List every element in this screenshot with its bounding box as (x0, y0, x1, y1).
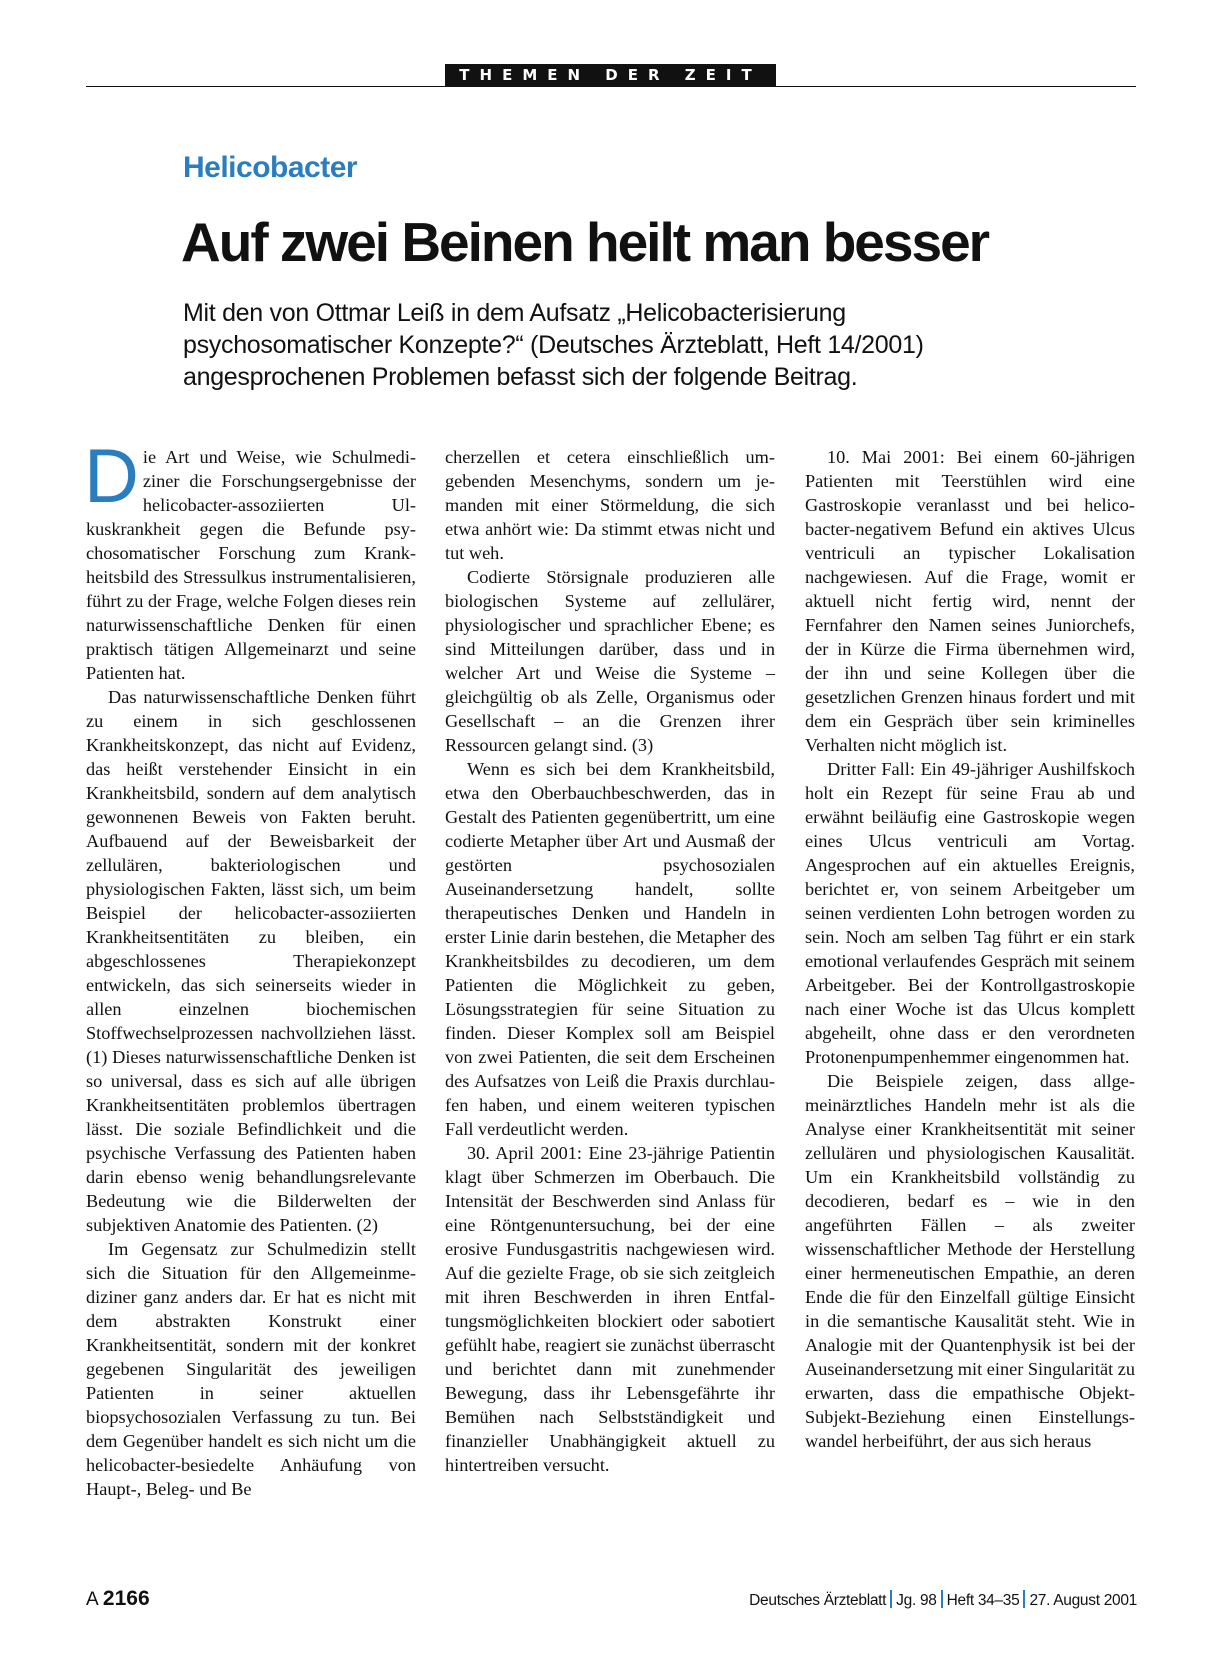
journal-name: Deutsches Ärzteblatt (749, 1592, 887, 1609)
journal-volume: Jg. 98 (896, 1592, 937, 1609)
drop-cap: D (84, 434, 139, 519)
body-paragraph: Die Beispiele zeigen, dass allgemeinärztliches Handeln mehr ist als die Analyse einer Krankheitsentität mit seiner zellulären und physiologischen Kausalität. Um ein Krankheitsbild vollständig zu decodieren, bedarf es – wie in den angeführten Fällen – als zweiter wissenschaftlicher Methode der Herstellung einer hermeneutischen Empathie, an deren Ende die für den Einzelfall gültige Einsicht in die semantische Kausalität steht. Wie in Analogie mit der Quantenphysik ist bei der Auseinandersetzung mit einer Singularität zu erwarten, dass die empathische Objekt-Subjekt-Beziehung einen Einstellungswandel herbeiführt, der aus sich heraus (805, 1071, 1135, 1451)
journal-footer (749, 1590, 1137, 1611)
header-rule (86, 86, 1136, 87)
page-prefix: A (86, 1589, 98, 1610)
body-paragraph: cherzellen et cetera einschließlich umgebenden Mesenchyms, sondern um jemanden mit einer Störmeldung, die sich etwa anhört wie: Da stimmt etwas nicht und tut weh. (445, 447, 775, 563)
lead-line: Mit den von Ottmar Leiß in dem Aufsatz „Helicobacterisierung (183, 299, 846, 327)
body-paragraph: Dritter Fall: Ein 49-jähriger Aushilfskoch holt ein Rezept für seine Frau ab und erwähnt beiläufig eine Gastroskopie wegen eines Ulcus ventriculi am Vortag. Angesprochen auf ein aktuelles Ereignis, berichtet er, von seinem Arbeitgeber um seinen verdienten Lohn betrogen worden zu sein. Noch am selben Tag führt er ein stark emotional verlaufendes Gespräch mit seinem Arbeitgeber. Bei der Kontrollgastroskopie nach einer Woche ist das Ulcus komplett abgeheilt, ohne dass er den verordneten Protonenpumpenhemmer eingenommen hat. (805, 759, 1135, 1067)
lead-line: psychosomatischer Konzepte?“ (Deutsches Ärzteblatt, Heft 14/2001) (183, 331, 924, 359)
body-paragraph: 10. Mai 2001: Bei einem 60-jährigen Patienten mit Teerstühlen wird eine Gastroskopie veranlasst und bei helicobacter-negativem Befund ein aktives Ulcus ventriculi an typischer Lokalisation nachgewiesen. Auf die Frage, womit er aktuell nicht fertig wird, nennt der Fernfahrer den Namen seines Juniorchefs, der in Kürze die Firma übernehmen wird, der ihn und seine Kollegen über die gesetzlichen Grenzen hinaus fordert und mit dem ein Gespräch über sein kriminelles Verhalten nicht möglich ist. (805, 447, 1135, 755)
footer-separator (890, 1590, 892, 1608)
text-column-3 (805, 445, 1135, 1453)
journal-issue: Heft 34–35 (946, 1592, 1020, 1609)
paragraph-text: ie Art und Weise, wie Schulmediziner die Forschungsergebnisse der helicobacter-assoziierten Ulkuskrankheit gegen die Befunde psychosomatischer Forschung zum Krankheitsbild des Stressulkus instrumentalisieren, führt zu der Frage, welche Folgen dieses rein naturwissenschaftliche Denken für einen praktisch tätigen Allgemeinarzt und seine Patienten hat. (86, 447, 416, 683)
article-lead (183, 297, 924, 393)
page-number (86, 1587, 150, 1612)
body-paragraph: Das naturwissenschaftliche Denken führt zu einem in sich geschlossenen Krankheitskonzept, das nicht auf Evidenz, das heißt verstehender Einsicht in ein Krankheitsbild, sondern auf dem analytisch gewonnenen Beweis von Fakten beruht. Aufbauend auf der Beweisbarkeit der zellulären, bakteriologischen und physiologischen Fakten, lässt sich, um beim Beispiel der helicobacter-assoziierten Krankheitsentitäten zu bleiben, ein abgeschlossenes Therapiekonzept entwickeln, das sich seinerseits wieder in allen einzelnen biochemischen Stoffwechselprozessen nachvollziehen lässt. (1) Dieses naturwissenschaftliche Denken ist so universal, dass es sich auf alle übrigen Krankheitsentitäten problemlos übertragen lässt. Die soziale Befindlichkeit und die psychische Verfassung des Patienten haben darin ebenso wenig behandlungsrelevante Bedeutung wie die Bilderwelten der subjektiven Anatomie des Patienten. (2) (86, 687, 416, 1235)
body-paragraph (84, 434, 416, 685)
footer-separator (941, 1590, 943, 1608)
body-paragraph: Wenn es sich bei dem Krankheitsbild, etwa den Oberbauchbeschwerden, das in Gestalt des Patienten gegenübertritt, um eine codierte Metapher über Art und Ausmaß der gestörten psychosozialen Auseinandersetzung handelt, sollte therapeutisches Denken und Handeln in erster Linie darin bestehen, die Metapher des Krankheitsbildes zu decodieren, um dem Patienten die Möglichkeit zu geben, Lösungsstrategien für seine Situation zu finden. Dieser Komplex soll am Beispiel von zwei Patienten, die seit dem Erscheinen des Aufsatzes von Leiß die Praxis durchlaufen haben, und einem weiteren typischen Fall verdeutlicht werden. (445, 759, 775, 1139)
text-column-2 (445, 445, 775, 1477)
page-number-value: 2166 (102, 1587, 150, 1610)
body-paragraph: Codierte Störsignale produzieren alle biologischen Systeme auf zellulärer, physiologischer und sprachlicher Ebene; es sind Mitteilungen darüber, dass und in welcher Art und Weise die Systeme – gleichgültig ob als Zelle, Organismus oder Gesellschaft – an die Grenzen ihrer Ressourcen gelangt sind. (3) (445, 567, 775, 755)
article-title: Auf zwei Beinen heilt man besser (181, 211, 989, 273)
footer-separator (1023, 1590, 1025, 1608)
article-kicker: Helicobacter (183, 151, 358, 184)
body-paragraph: 30. April 2001: Eine 23-jährige Patientin klagt über Schmerzen im Oberbauch. Die Intensität der Beschwerden sind Anlass für eine Röntgenuntersuchung, bei der eine erosive Fundusgastritis nachgewiesen wird. Auf die gezielte Frage, ob sie sich zeitgleich mit ihren Beschwerden in ihren Entfaltungsmöglichkeiten blockiert oder sabotiert gefühlt habe, reagiert sie zunächst überrascht und berichtet dann mit zunehmender Bewegung, dass ihr Lebensgefährte ihr Bemühen nach Selbstständigkeit und finanzieller Unabhängigkeit aktuell zu hintertreiben versucht. (445, 1143, 775, 1475)
body-paragraph: Im Gegensatz zur Schulmedizin stellt sich die Situation für den Allgemeinmediziner ganz anders dar. Er hat es nicht mit dem abstrakten Konstrukt einer Krankheitsentität, sondern mit der konkret gegebenen Singularität des jeweiligen Patienten in seiner aktuellen biopsychosozialen Verfassung zu tun. Bei dem Gegenüber handelt es sich nicht um die helicobacter-besiedelte Anhäufung von Haupt-, Beleg- und Be (86, 1239, 416, 1499)
journal-date: 27. August 2001 (1029, 1592, 1137, 1609)
section-banner: THEMEN DER ZEIT (445, 64, 776, 86)
lead-line: angesprochenen Problemen befasst sich der folgende Beitrag. (183, 363, 858, 391)
text-column-1 (84, 434, 416, 1501)
